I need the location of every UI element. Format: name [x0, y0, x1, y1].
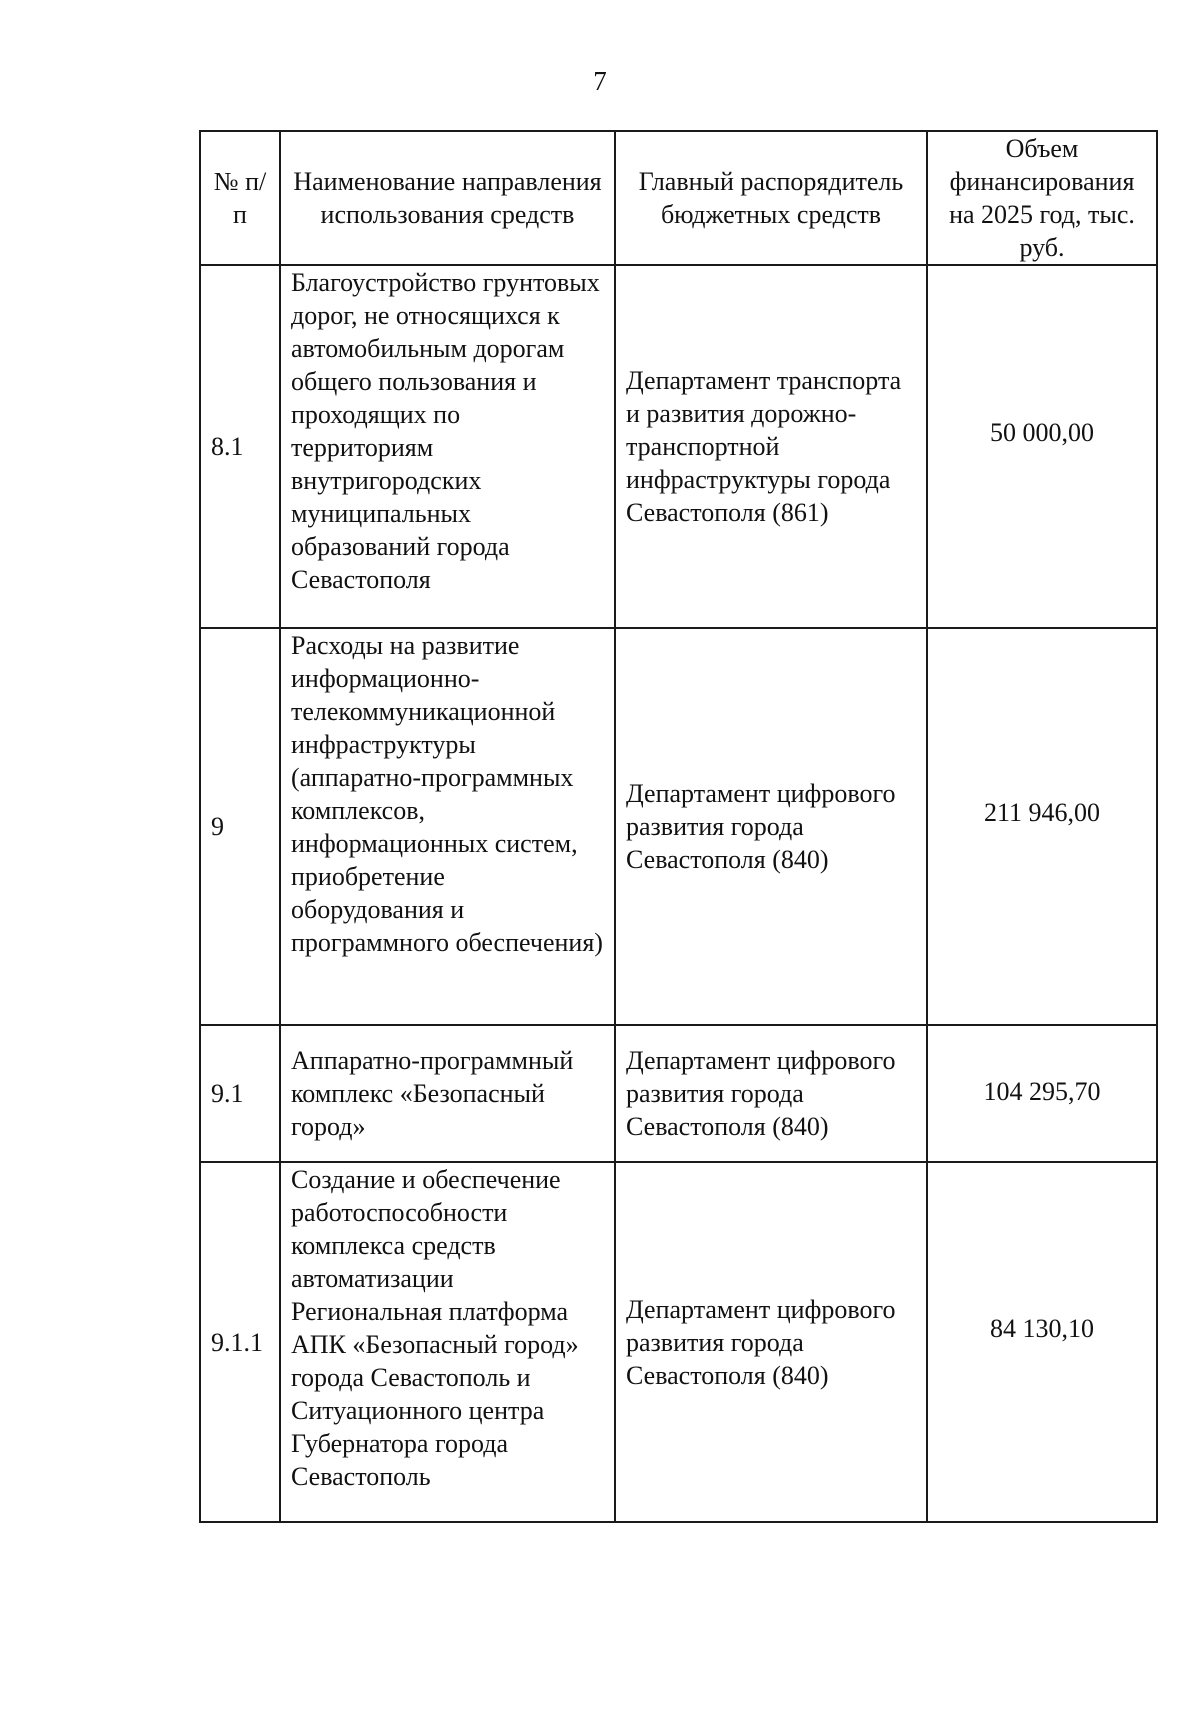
row-amount — [927, 1162, 1157, 1522]
header-row — [200, 131, 1157, 265]
row-number: 9.1.1 — [200, 1162, 280, 1522]
row-amount-value: 211 946,00 — [983, 798, 1101, 827]
table-row — [200, 265, 1157, 628]
row-amount — [927, 628, 1157, 1025]
row-name: Аппаратно-программный комплекс «Безопасный город» — [280, 1025, 615, 1162]
row-admin: Департамент цифрового развития города Севастополя (840) — [615, 1162, 927, 1522]
row-name: Расходы на развитие информационно-телекоммуникационной инфраструктуры (аппаратно-программных комплексов, информационных систем, приобретение оборудования и программного обеспечения) — [280, 628, 615, 1025]
row-amount — [927, 265, 1157, 628]
header-admin: Главный распорядитель бюджетных средств — [615, 131, 927, 265]
table-row — [200, 628, 1157, 1025]
row-number: 8.1 — [200, 265, 280, 628]
table-row — [200, 1162, 1157, 1522]
page-number: 7 — [593, 66, 607, 96]
header-amount: Объем финансирования на 2025 год, тыс. руб. — [927, 131, 1157, 265]
budget-table — [199, 130, 1158, 1523]
row-number: 9.1 — [200, 1025, 280, 1162]
header-number: № п/п — [200, 131, 280, 265]
row-amount-value: 50 000,00 — [990, 418, 1094, 447]
row-admin: Департамент цифрового развития города Севастополя (840) — [615, 628, 927, 1025]
row-admin: Департамент транспорта и развития дорожно-транспортной инфраструктуры города Севастополя (861) — [615, 265, 927, 628]
row-name: Создание и обеспечение работоспособности комплекса средств автоматизации Региональная платформа АПК «Безопасный город» города Севастополь и Ситуационного центра Губернатора города Севастополь — [280, 1162, 615, 1522]
table-row — [200, 1025, 1157, 1162]
row-number: 9 — [200, 628, 280, 1025]
row-name: Благоустройство грунтовых дорог, не относящихся к автомобильным дорогам общего пользования и проходящих по территориям внутригородских муниципальных образований города Севастополя — [280, 265, 615, 628]
row-amount-value: 84 130,10 — [990, 1313, 1094, 1343]
row-amount-value: 104 295,70 — [983, 1077, 1101, 1106]
row-amount — [927, 1025, 1157, 1162]
header-name: Наименование направления использования средств — [280, 131, 615, 265]
row-admin: Департамент цифрового развития города Севастополя (840) — [615, 1025, 927, 1162]
